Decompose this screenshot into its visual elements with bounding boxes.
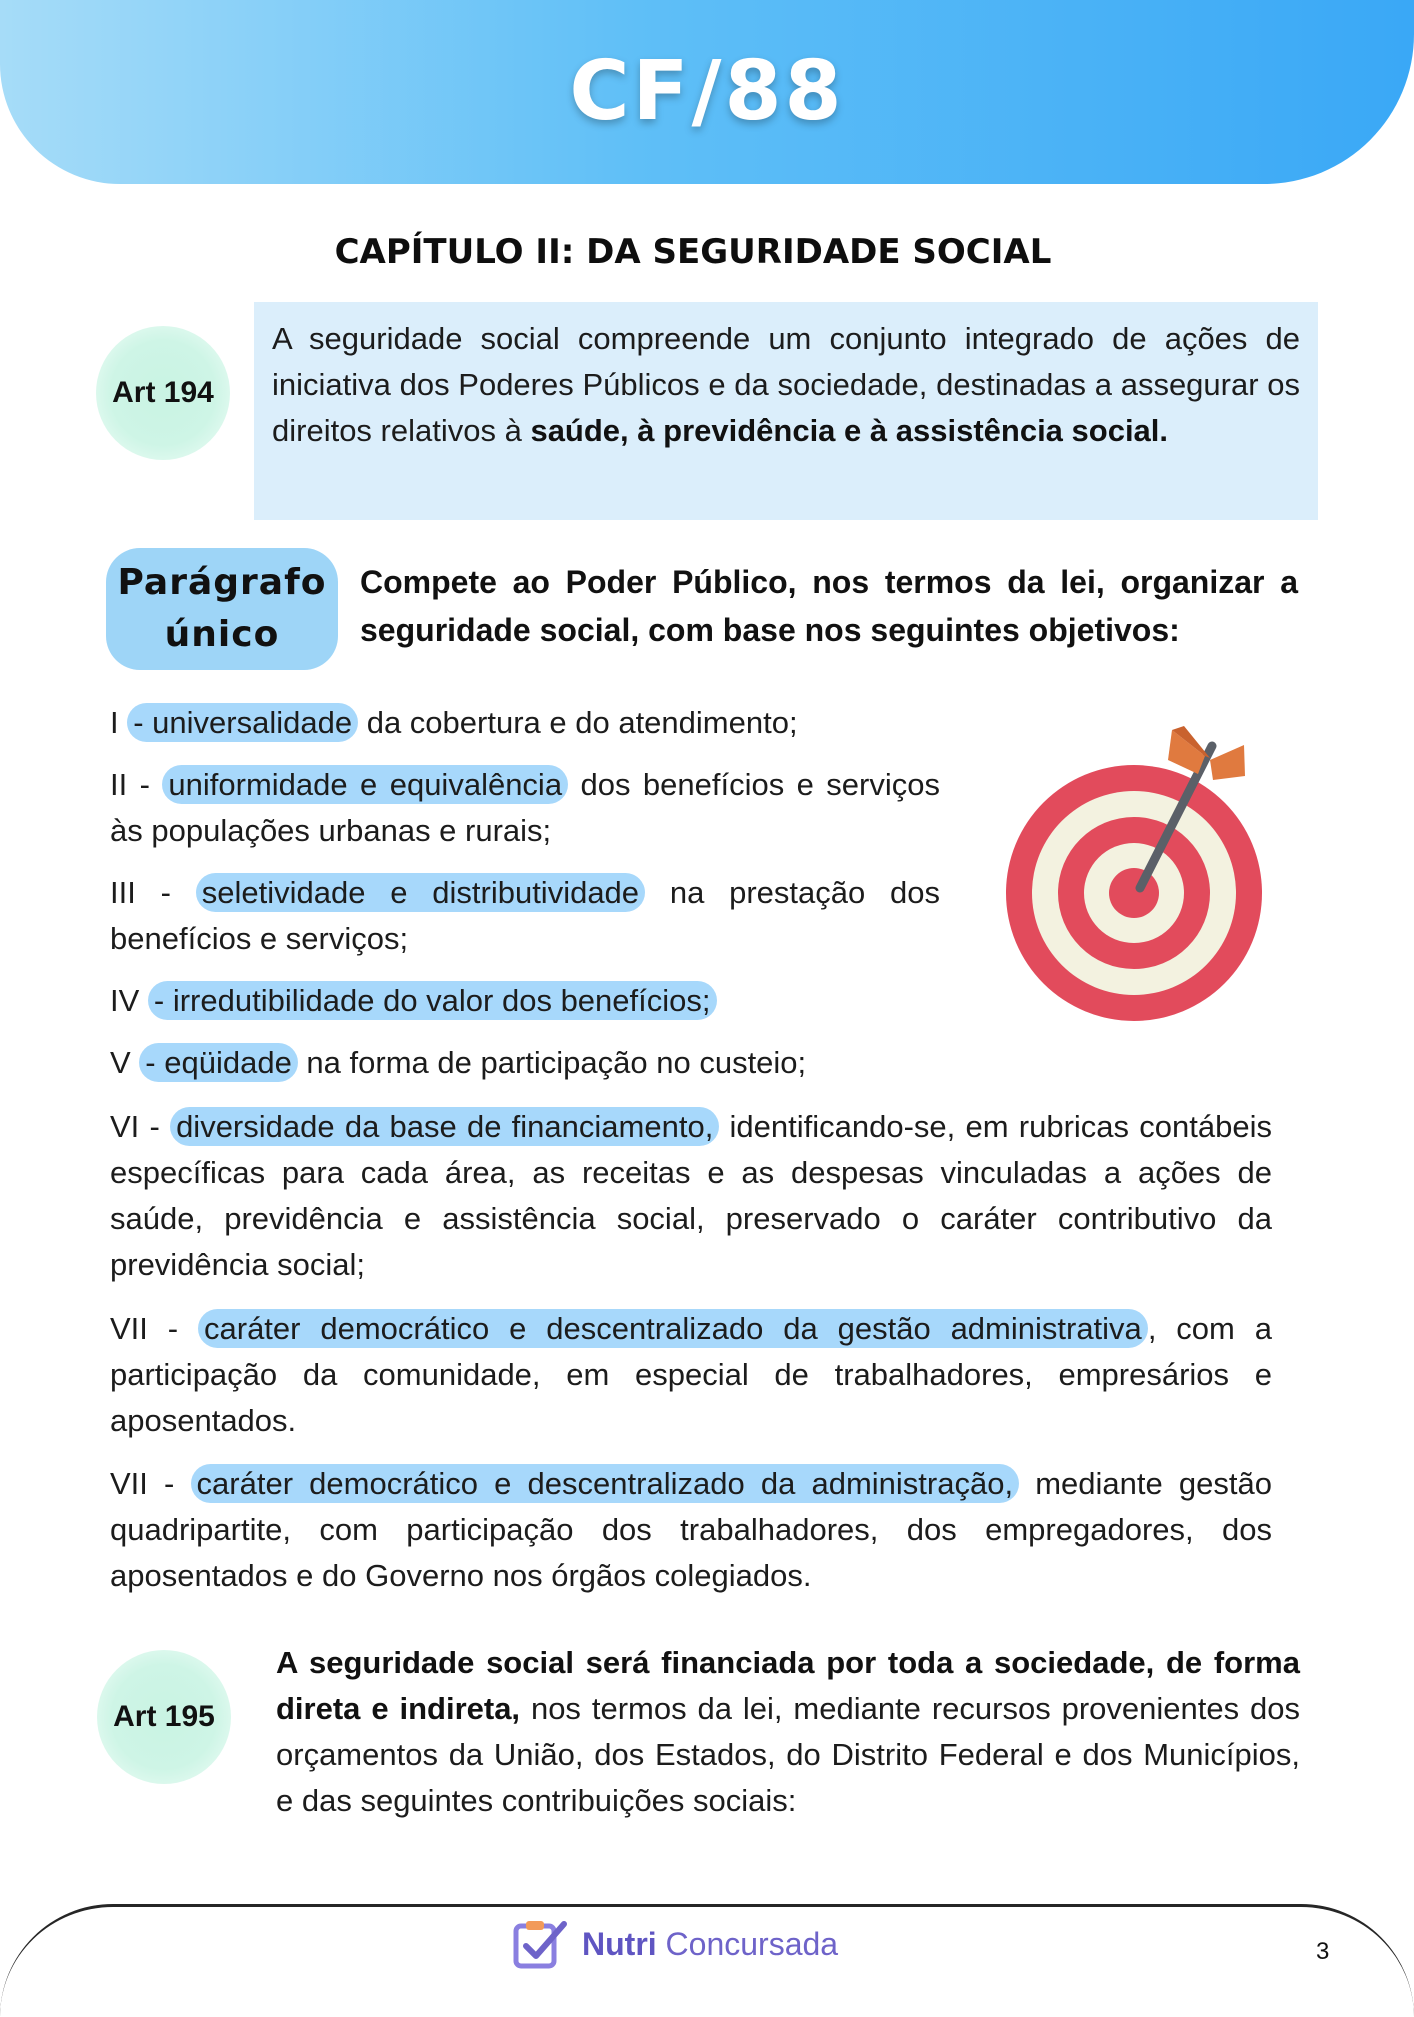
list-item bbox=[110, 1040, 940, 1086]
item-prefix: VI - bbox=[110, 1109, 171, 1144]
item-highlight: uniformidade e equivalência bbox=[162, 765, 568, 804]
list-item bbox=[110, 762, 940, 854]
item-text: identificando-se, em rubricas contábeis específicas para cada área, as receitas e as despesas vinculadas a ações de saúde, previdência e assistência social, preservado o caráter contributivo da previdência social; bbox=[110, 1109, 1272, 1282]
page-number: 3 bbox=[1316, 1938, 1330, 1965]
item-prefix: IV bbox=[110, 983, 148, 1018]
art195-badge bbox=[97, 1650, 231, 1784]
art194-text: A seguridade social compreende um conjunto integrado de ações de iniciativa dos Poderes Públicos e da sociedade, destinadas a assegurar os direitos relativos à bbox=[272, 321, 1300, 448]
art194-badge bbox=[96, 326, 230, 460]
target-icon bbox=[1000, 718, 1270, 1028]
checklist-logo-icon bbox=[512, 1918, 572, 1970]
list-item bbox=[110, 870, 940, 962]
item-highlight: seletividade e distributividade bbox=[196, 873, 645, 912]
item-highlight: diversidade da base de financiamento, bbox=[170, 1107, 719, 1146]
chapter-title: CAPÍTULO II: DA SEGURIDADE SOCIAL bbox=[334, 232, 1052, 272]
art194-label: Art 194 bbox=[112, 376, 214, 409]
item-prefix: VII - bbox=[110, 1311, 198, 1346]
paragrafo-unico-line2: único bbox=[164, 614, 280, 655]
paragrafo-unico-label bbox=[106, 548, 338, 670]
art195-text bbox=[276, 1640, 1300, 1824]
item-highlight: - universalidade bbox=[127, 703, 358, 742]
item-prefix: I bbox=[110, 705, 128, 740]
art194-text-box bbox=[254, 302, 1318, 520]
list-item bbox=[110, 978, 940, 1024]
list-item bbox=[110, 700, 940, 746]
item-text: na prestação dos benefícios e serviços; bbox=[110, 875, 940, 956]
header-banner bbox=[0, 0, 1414, 184]
art195-label: Art 195 bbox=[113, 1700, 215, 1733]
item-highlight: caráter democrático e descentralizado da gestão administrativa bbox=[198, 1309, 1148, 1348]
item-prefix: V bbox=[110, 1045, 140, 1080]
item-text: na forma de participação no custeio; bbox=[297, 1045, 807, 1080]
brand-part2: Concursada bbox=[656, 1926, 839, 1962]
item-prefix: VII - bbox=[110, 1466, 191, 1501]
paragrafo-unico-line1: Parágrafo bbox=[117, 562, 327, 603]
list-item bbox=[110, 1306, 1272, 1444]
art194-text-bold: saúde, à previdência e à assistência social. bbox=[530, 413, 1169, 448]
art195-text-bold: A seguridade social será financiada por toda a sociedade, de forma direta e indireta, bbox=[276, 1645, 1300, 1726]
item-prefix: III - bbox=[110, 875, 196, 910]
page-title: CF/88 bbox=[569, 44, 845, 139]
item-text: , com a participação da comunidade, em especial de trabalhadores, empresários e aposentados. bbox=[110, 1311, 1272, 1438]
item-text: da cobertura e do atendimento; bbox=[358, 705, 798, 740]
list-item bbox=[110, 1104, 1272, 1288]
brand-name bbox=[582, 1926, 838, 1963]
paragrafo-unico-text: Compete ao Poder Público, nos termos da lei, organizar a seguridade social, com base nos seguintes objetivos: bbox=[360, 564, 1298, 648]
item-highlight: caráter democrático e descentralizado da administração, bbox=[191, 1464, 1020, 1503]
item-highlight: - eqüidade bbox=[139, 1043, 298, 1082]
list-item bbox=[110, 1461, 1272, 1599]
art195-text-plain: nos termos da lei, mediante recursos provenientes dos orçamentos da União, dos Estados, do Distrito Federal e dos Municípios, e das seguintes contribuições sociais: bbox=[276, 1691, 1300, 1818]
item-prefix: II - bbox=[110, 767, 163, 802]
item-text: mediante gestão quadripartite, com participação dos trabalhadores, dos empregadores, dos aposentados e do Governo nos órgãos colegiados. bbox=[110, 1466, 1272, 1593]
item-text: dos benefícios e serviços às populações urbanas e rurais; bbox=[110, 767, 940, 848]
brand-part1: Nutri bbox=[582, 1926, 657, 1962]
item-highlight: - irredutibilidade do valor dos benefícios; bbox=[148, 981, 717, 1020]
